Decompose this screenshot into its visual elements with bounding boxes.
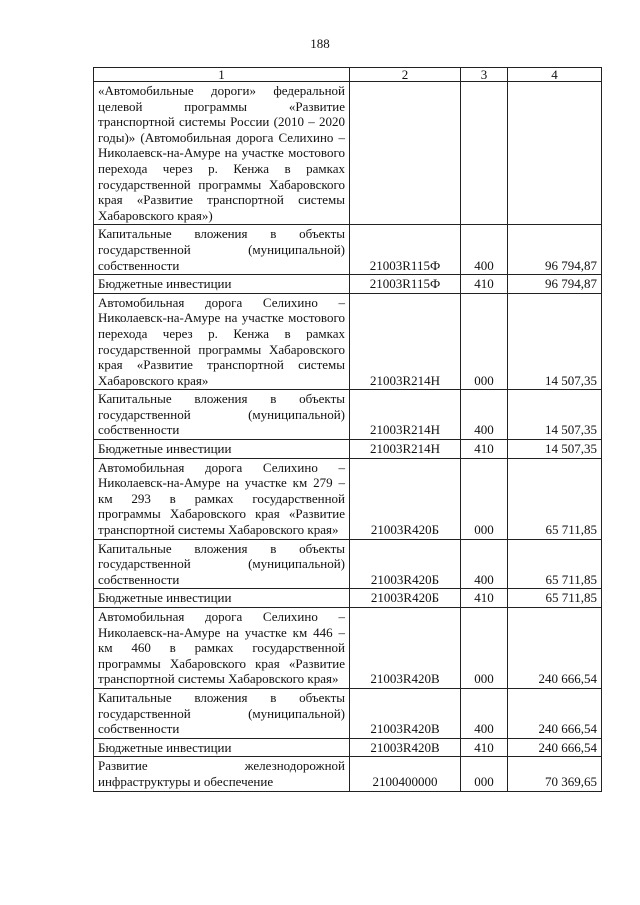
table-row — [94, 82, 602, 225]
table-row — [94, 539, 602, 589]
row-amount-cell: 65 711,85 — [508, 589, 602, 608]
table-row — [94, 390, 602, 440]
row-amount-cell: 14 507,35 — [508, 293, 602, 390]
row-code-cell: 21003R420В — [350, 608, 461, 689]
row-code-cell: 21003R214Н — [350, 293, 461, 390]
row-code-cell: 21003R420В — [350, 688, 461, 738]
row-kind-cell: 400 — [461, 539, 508, 589]
row-name-cell: Капитальные вложения в объекты государственной (муниципальной) собственности — [94, 225, 350, 275]
row-amount-cell: 65 711,85 — [508, 458, 602, 539]
budget-table — [93, 67, 602, 792]
row-code-cell: 21003R420Б — [350, 589, 461, 608]
row-code-cell: 21003R420В — [350, 738, 461, 757]
table-row — [94, 757, 602, 791]
row-kind-cell — [461, 82, 508, 225]
row-amount-cell: 240 666,54 — [508, 608, 602, 689]
table-row — [94, 589, 602, 608]
row-name-cell: Автомобильная дорога Селихино – Николаевск-на-Амуре на участке мостового перехода через р. Кенжа в рамках государственной программы Хабаровского края «Развитие транспортной системы Хабаровского края» — [94, 293, 350, 390]
row-kind-cell: 000 — [461, 458, 508, 539]
row-kind-cell: 000 — [461, 608, 508, 689]
row-amount-cell: 240 666,54 — [508, 738, 602, 757]
row-name-cell: Автомобильная дорога Селихино – Николаевск-на-Амуре на участке км 446 – км 460 в рамках государственной программы Хабаровского края «Развитие транспортной системы Хабаровского края» — [94, 608, 350, 689]
row-code-cell: 21003R420Б — [350, 539, 461, 589]
row-code-cell: 21003R214Н — [350, 440, 461, 459]
row-name-cell: «Автомобильные дороги» федеральной целевой программы «Развитие транспортной системы России (2010 – 2020 годы)» (Автомобильная дорога Селихино – Николаевск-на-Амуре на участке мостового перехода через р. Кенжа в рамках государственной программы Хабаровского края «Развитие транспортной системы Хабаровского края») — [94, 82, 350, 225]
row-amount-cell: 65 711,85 — [508, 539, 602, 589]
row-amount-cell: 70 369,65 — [508, 757, 602, 791]
column-header-1: 1 — [94, 68, 350, 82]
row-kind-cell: 400 — [461, 225, 508, 275]
table-row — [94, 225, 602, 275]
row-amount-cell: 96 794,87 — [508, 225, 602, 275]
row-name-cell: Капитальные вложения в объекты государственной (муниципальной) собственности — [94, 688, 350, 738]
row-amount-cell: 96 794,87 — [508, 275, 602, 294]
page-number: 188 — [310, 36, 330, 51]
table-header-row — [94, 68, 602, 82]
row-kind-cell: 000 — [461, 757, 508, 791]
row-kind-cell: 410 — [461, 275, 508, 294]
table-row — [94, 293, 602, 390]
row-amount-cell: 14 507,35 — [508, 390, 602, 440]
row-kind-cell: 410 — [461, 440, 508, 459]
row-name-cell: Бюджетные инвестиции — [94, 275, 350, 294]
row-amount-cell — [508, 82, 602, 225]
table-row — [94, 440, 602, 459]
row-name-cell: Капитальные вложения в объекты государственной (муниципальной) собственности — [94, 539, 350, 589]
column-header-3: 3 — [461, 68, 508, 82]
row-kind-cell: 400 — [461, 688, 508, 738]
row-name-cell: Бюджетные инвестиции — [94, 440, 350, 459]
row-code-cell: 21003R214Н — [350, 390, 461, 440]
row-name-cell: Бюджетные инвестиции — [94, 589, 350, 608]
row-code-cell: 21003R115Ф — [350, 225, 461, 275]
column-header-2: 2 — [350, 68, 461, 82]
row-amount-cell: 14 507,35 — [508, 440, 602, 459]
table-row — [94, 738, 602, 757]
row-name-cell: Капитальные вложения в объекты государственной (муниципальной) собственности — [94, 390, 350, 440]
row-code-cell: 2100400000 — [350, 757, 461, 791]
row-code-cell: 21003R420Б — [350, 458, 461, 539]
row-name-cell: Развитие железнодорожной инфраструктуры и обеспечение — [94, 757, 350, 791]
table-row — [94, 688, 602, 738]
table-row — [94, 458, 602, 539]
row-name-cell: Автомобильная дорога Селихино – Николаевск-на-Амуре на участке км 279 – км 293 в рамках государственной программы Хабаровского края «Развитие транспортной системы Хабаровского края» — [94, 458, 350, 539]
row-code-cell — [350, 82, 461, 225]
table-row — [94, 275, 602, 294]
row-code-cell: 21003R115Ф — [350, 275, 461, 294]
row-kind-cell: 410 — [461, 589, 508, 608]
row-kind-cell: 400 — [461, 390, 508, 440]
column-header-4: 4 — [508, 68, 602, 82]
row-name-cell: Бюджетные инвестиции — [94, 738, 350, 757]
table-row — [94, 608, 602, 689]
row-kind-cell: 000 — [461, 293, 508, 390]
row-amount-cell: 240 666,54 — [508, 688, 602, 738]
row-kind-cell: 410 — [461, 738, 508, 757]
